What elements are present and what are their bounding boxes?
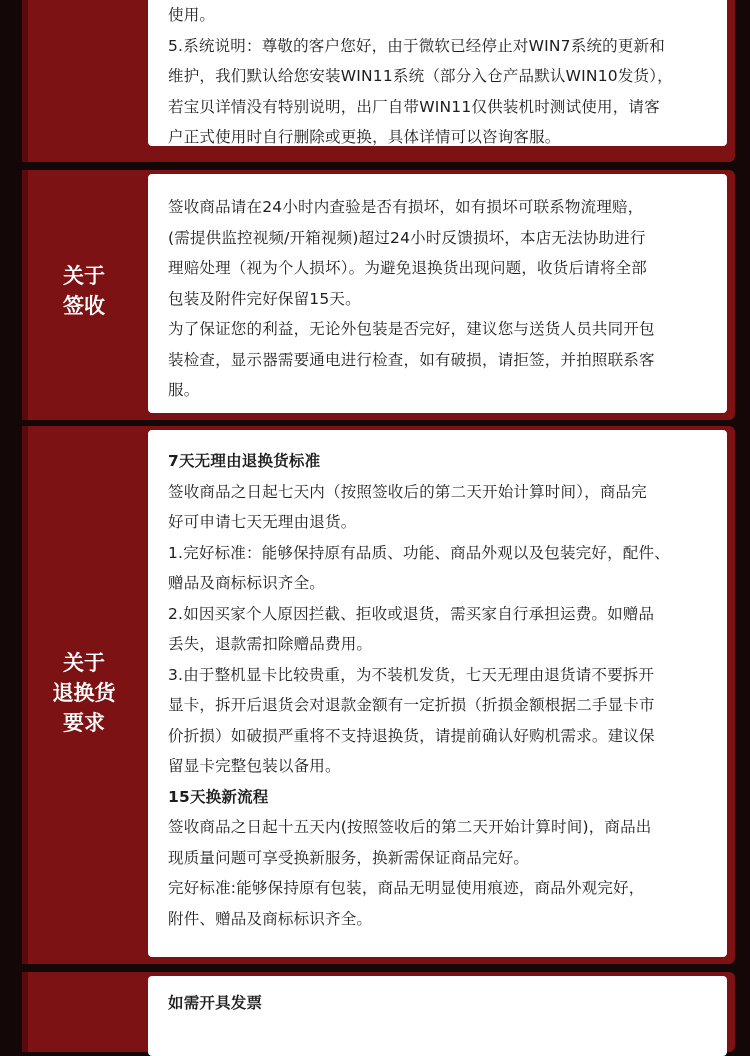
return-policy-section <box>22 426 735 964</box>
text-line: 2.如因买家个人原因拦截、拒收或退货，需买家自行承担运费。如赠品 <box>168 604 655 623</box>
text-line: 包装及附件完好保留15天。 <box>168 289 361 308</box>
text-line: 附件、赠品及商标标识齐全。 <box>168 909 373 928</box>
text-line: 留显卡完整包装以备用。 <box>168 757 341 775</box>
text-line: (需提供监控视频/开箱视频)超过24小时反馈损坏，本店无法协助进行 <box>168 228 646 247</box>
text-line: 理赔处理（视为个人损坏）。为避免退换货出现问题，收货后请将全部 <box>168 259 647 277</box>
text-line: 现质量问题可享受换新服务，换新需保证商品完好。 <box>168 848 530 867</box>
sign-receipt-section <box>22 170 735 420</box>
text-line: 3.由于整机显卡比较贵重，为不装机发货，七天无理由退货请不要拆开 <box>168 665 655 684</box>
text-line: 签收商品之日起七天内（按照签收后的第二天开始计算时间），商品完 <box>168 482 647 501</box>
text-line: 装检查，显示器需要通电进行检查，如有破损，请拒签，并拍照联系客 <box>168 350 655 369</box>
sign-receipt-card <box>148 174 727 413</box>
text-line: 好可申请七天无理由退货。 <box>168 513 357 531</box>
system-note-card <box>148 0 727 146</box>
text-line: 户正式使用时自行删除或更换，具体详情可以咨询客服。 <box>168 128 561 146</box>
text-line: 价折损）如破损严重将不支持退换货，请提前确认好购机需求。建议保 <box>168 726 655 745</box>
tab-label-line: 要求 <box>63 711 105 735</box>
system-note-section <box>22 0 735 162</box>
text-line: 1.完好标准：能够保持原有品质、功能、商品外观以及包装完好，配件、 <box>168 543 670 562</box>
text-line: 赠品及商标标识齐全。 <box>168 574 326 592</box>
text-line: 若宝贝详情没有特别说明，出厂自带WIN11仅供装机时测试使用，请客 <box>168 97 660 116</box>
fifteen-day-heading: 15天换新流程 <box>168 787 269 806</box>
text-line: 显卡，拆开后退货会对退款金额有一定折损（折损金额根据二手显卡市 <box>168 696 655 714</box>
seven-day-heading: 7天无理由退换货标准 <box>168 452 321 470</box>
tab-label-line: 关于 <box>63 264 105 288</box>
invoice-card <box>148 976 727 1056</box>
text-line: 维护，我们默认给您安装WIN11系统（部分入仓产品默认WIN10发货）， <box>168 67 673 85</box>
sign-receipt-tab-label <box>22 261 146 321</box>
text-line: 签收商品请在24小时内查验是否有损坏，如有损坏可联系物流理赔， <box>168 198 644 216</box>
return-policy-card <box>148 430 727 957</box>
tab-label-line: 关于 <box>63 651 105 675</box>
text-line: 服。 <box>168 381 200 399</box>
tab-label-line: 退换货 <box>52 681 116 705</box>
text-line: 为了保证您的利益，无论外包装是否完好，建议您与送货人员共同开包 <box>168 320 655 338</box>
text-line: 丢失，退款需扣除赠品费用。 <box>168 635 373 653</box>
text-line: 使用。 <box>168 6 216 24</box>
tab-label-line: 签收 <box>63 294 105 318</box>
text-line: 完好标准:能够保持原有包装，商品无明显使用痕迹，商品外观完好， <box>168 879 645 897</box>
invoice-section <box>22 972 735 1052</box>
text-line: 签收商品之日起十五天内(按照签收后的第二天开始计算时间)，商品出 <box>168 818 652 836</box>
return-policy-tab-label <box>22 648 146 738</box>
invoice-heading: 如需开具发票 <box>168 994 263 1012</box>
text-line: 5.系统说明：尊敬的客户您好，由于微软已经停止对WIN7系统的更新和 <box>168 36 665 55</box>
